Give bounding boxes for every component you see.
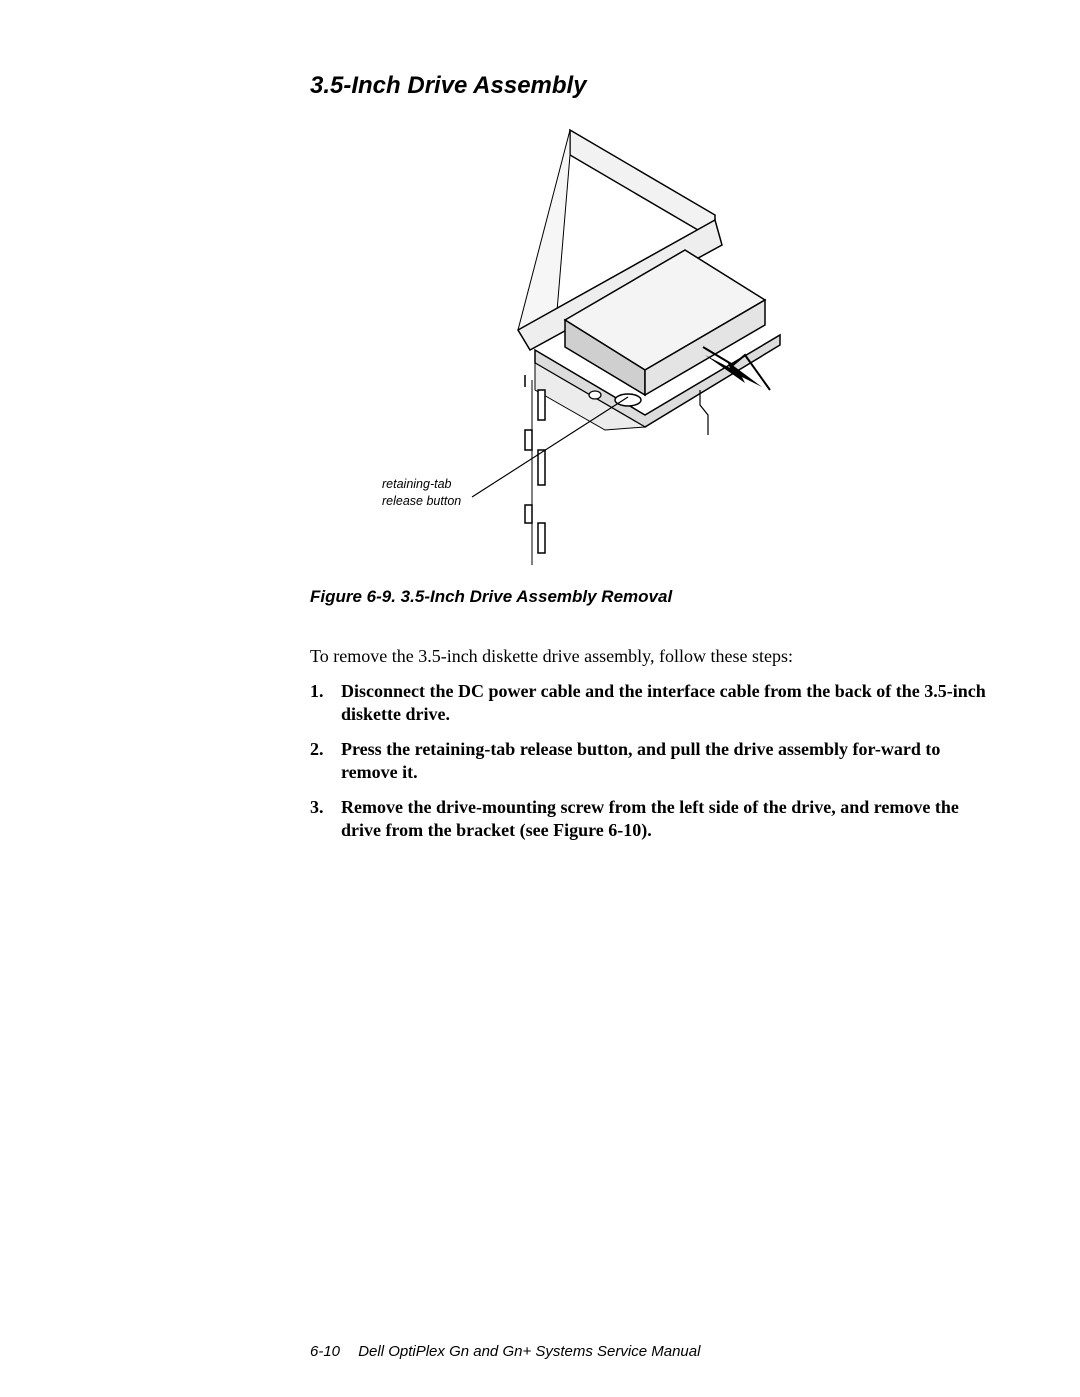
figure-callout (382, 476, 461, 510)
chassis-slot (538, 390, 545, 420)
tab-slot (589, 391, 601, 399)
chassis-slot (525, 505, 532, 523)
step-number: 1. (310, 681, 324, 701)
chassis-panel-face (518, 130, 570, 335)
callout-line-2: release button (382, 494, 462, 508)
steps-list (310, 680, 1000, 854)
step-text: Remove the drive-mounting screw from the left side of the drive, and remove the drive from the bracket (see Figure 6-10). (341, 797, 959, 840)
step-text: Disconnect the DC power cable and the interface cable from the back of the 3.5-inch diskette drive. (341, 681, 986, 724)
step-text: Press the retaining-tab release button, and pull the drive assembly for-ward to remove it. (341, 739, 941, 782)
step-number: 2. (310, 739, 324, 759)
page-footer (310, 1343, 700, 1360)
chassis-slot (525, 430, 532, 450)
page-number: 6-10 (310, 1343, 341, 1360)
figure-caption: Figure 6-9. 3.5-Inch Drive Assembly Removal (310, 587, 673, 606)
callout-line-1: retaining-tab (382, 477, 452, 491)
section-heading: 3.5-Inch Drive Assembly (310, 72, 587, 99)
retaining-tab-button-icon (615, 394, 641, 406)
manual-title: Dell OptiPlex Gn and Gn+ Systems Service Manual (358, 1343, 701, 1360)
chassis-panel-top (570, 130, 715, 240)
callout-leader-line (472, 397, 628, 497)
step-item (310, 796, 1000, 842)
bracket-leg (700, 390, 708, 435)
step-number: 3. (310, 797, 324, 817)
chassis-slot (538, 523, 545, 553)
intro-paragraph: To remove the 3.5-inch diskette drive assembly, follow these steps: (310, 646, 793, 666)
chassis-slot (538, 450, 545, 485)
step-item (310, 738, 1000, 784)
step-item (310, 680, 1000, 726)
